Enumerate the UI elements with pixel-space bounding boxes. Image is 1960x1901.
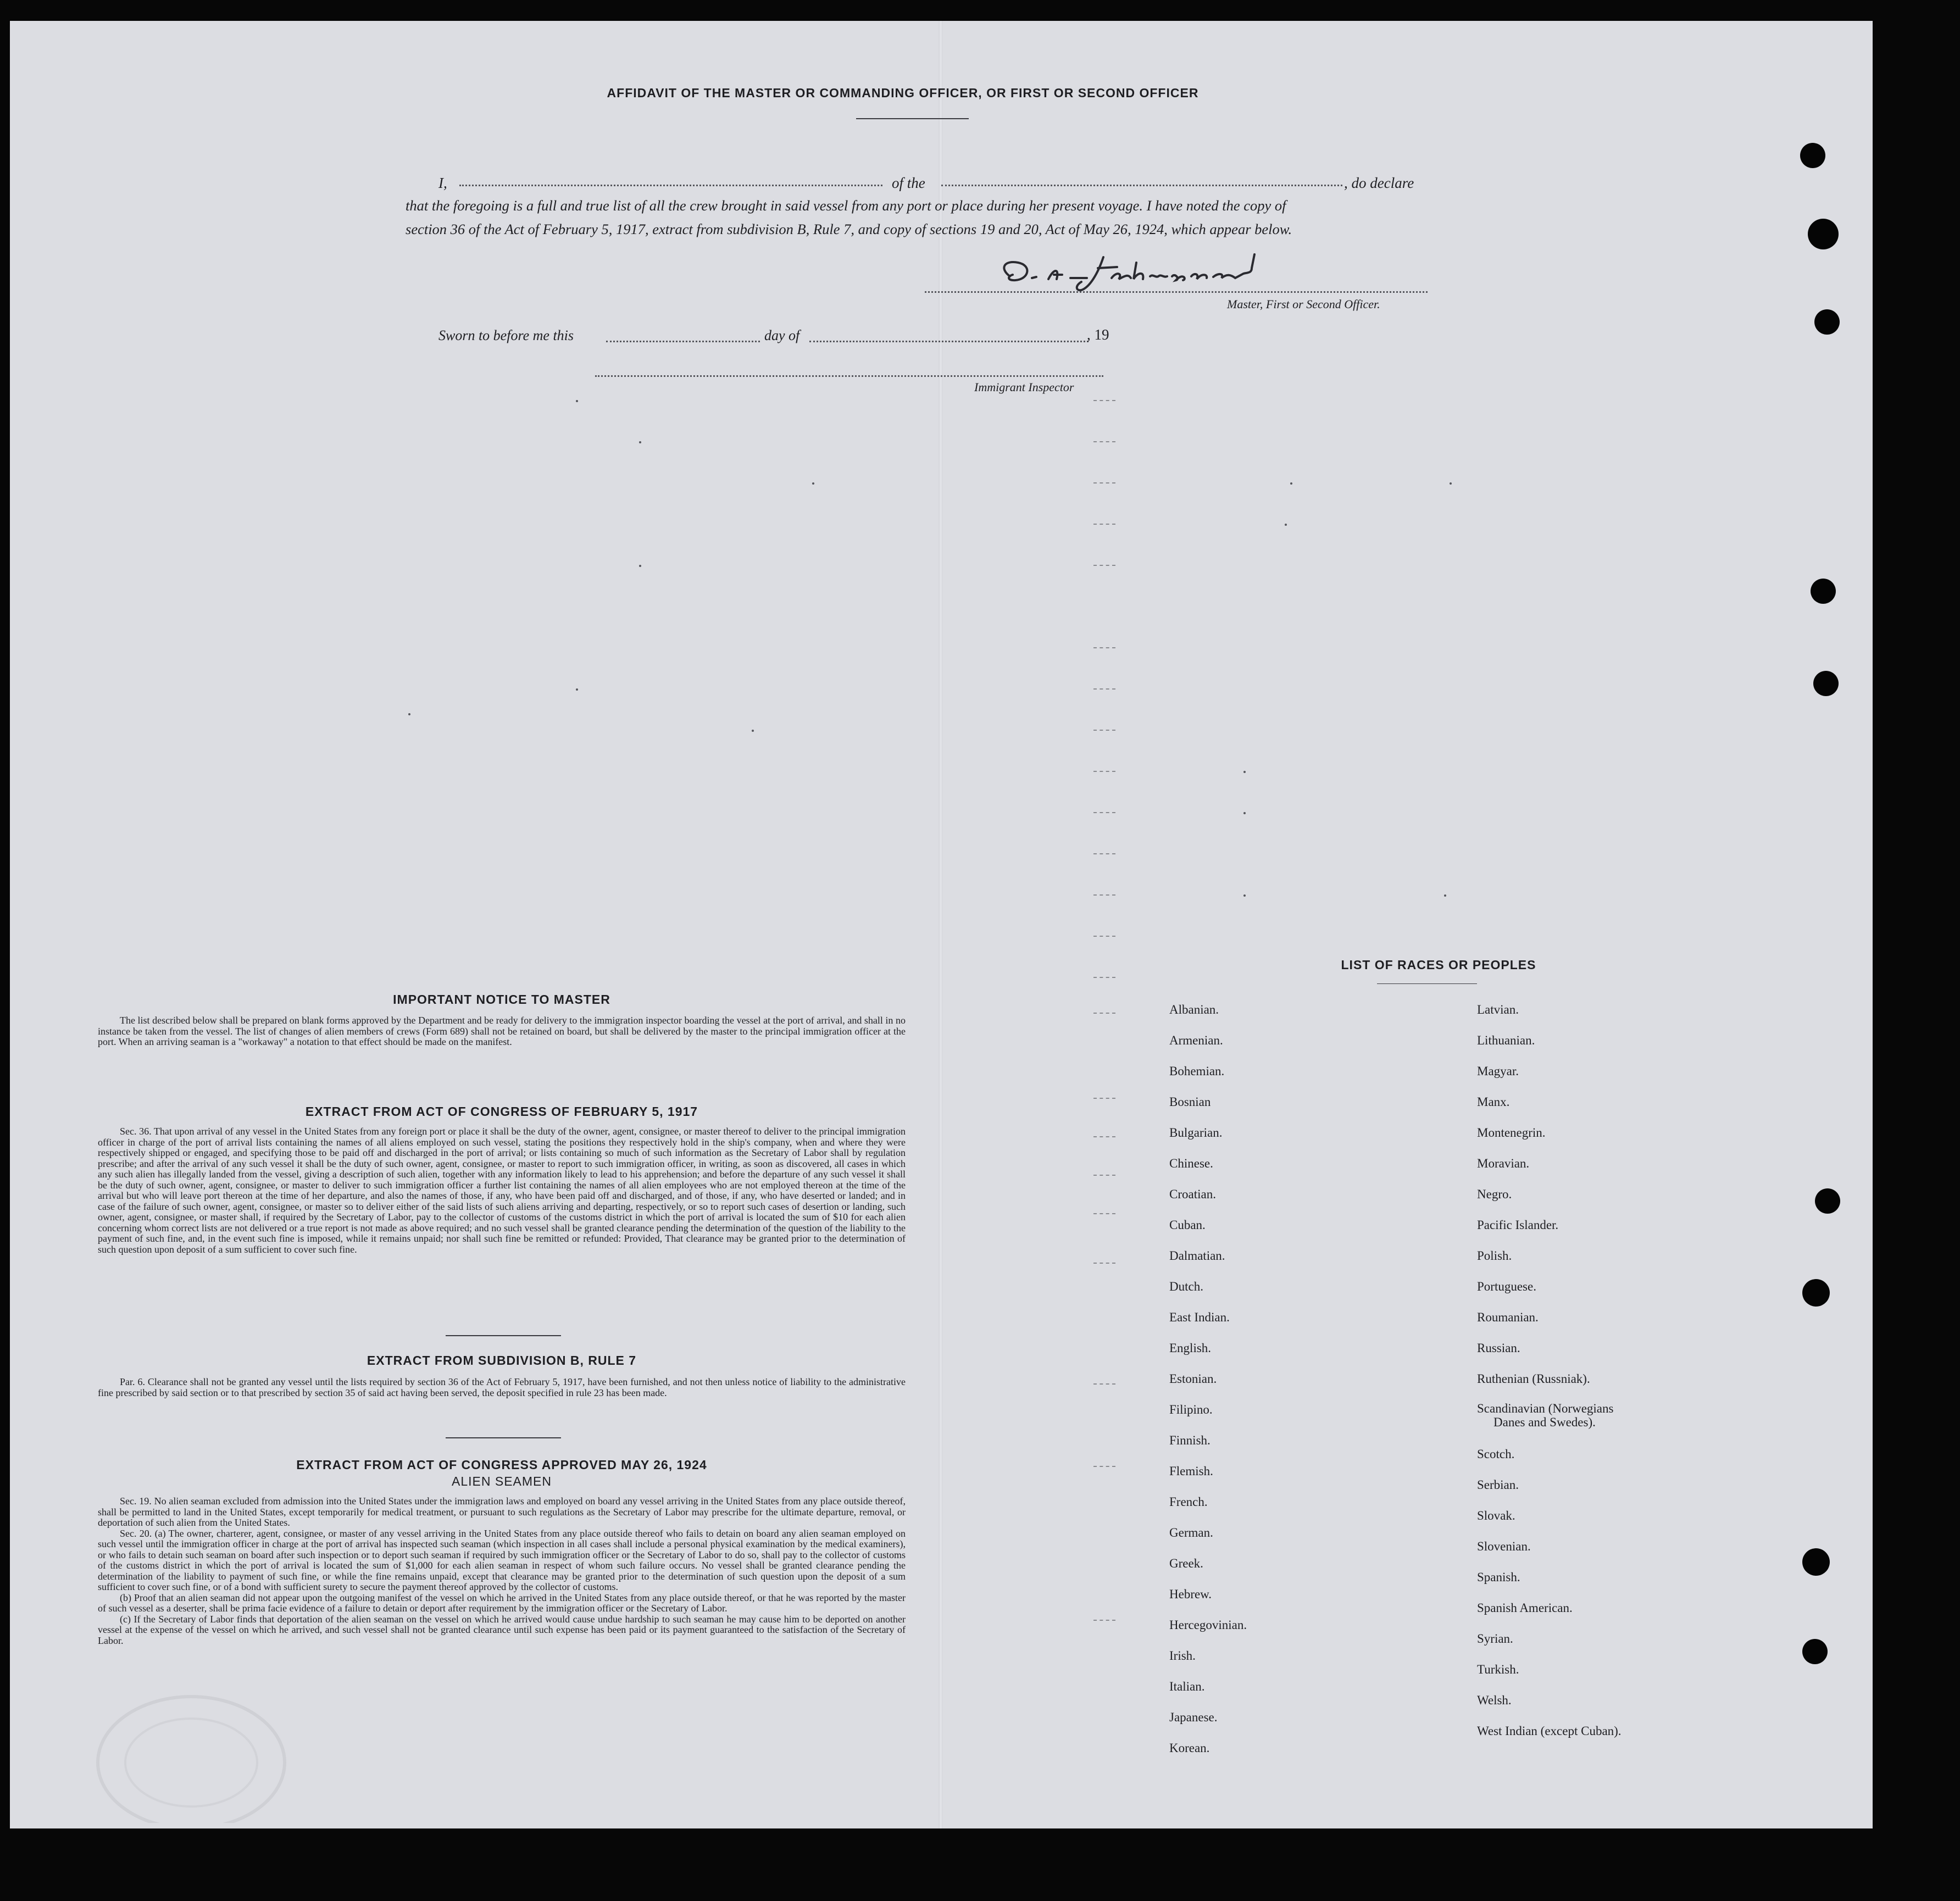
faint-speck bbox=[576, 400, 578, 402]
race-item: Moravian. bbox=[1477, 1157, 1530, 1170]
race-item: Japanese. bbox=[1169, 1710, 1218, 1724]
sec-19-text: Sec. 19. No alien seaman excluded from admission into the United States under the immigration laws and employed on board any vessel arriving in the United States from any place outside thereof, shall be permitted to land in the United States, except temporarily for medical treatment, or pursuant to such regulations as the Secretary of Labor may prescribe for the ultimate departure, removal, or deportation of such alien from the United States. bbox=[98, 1496, 906, 1528]
race-item: Dutch. bbox=[1169, 1280, 1203, 1293]
race-item: Croatian. bbox=[1169, 1187, 1216, 1201]
punch-hole bbox=[1802, 1279, 1830, 1307]
faint-speck bbox=[1243, 894, 1246, 897]
faint-mark bbox=[1093, 441, 1115, 442]
faint-mark bbox=[1093, 1098, 1115, 1099]
race-item: Hebrew. bbox=[1169, 1587, 1212, 1601]
name-blank[interactable] bbox=[459, 185, 882, 186]
affidavit-title: AFFIDAVIT OF THE MASTER OR COMMANDING OFFICER, OR FIRST OR SECOND OFFICER bbox=[607, 86, 1199, 100]
race-item: Manx. bbox=[1477, 1095, 1510, 1109]
race-item: Latvian. bbox=[1477, 1003, 1519, 1016]
declare-line-1 bbox=[438, 172, 1428, 194]
faint-speck bbox=[1444, 894, 1446, 897]
faint-speck bbox=[1243, 771, 1246, 773]
race-item: Ruthenian (Russniak). bbox=[1477, 1372, 1590, 1386]
race-item: Welsh. bbox=[1477, 1693, 1512, 1707]
punch-hole bbox=[1813, 671, 1839, 696]
race-item: Bulgarian. bbox=[1169, 1126, 1223, 1140]
race-item: Greek. bbox=[1169, 1557, 1203, 1570]
faint-mark bbox=[1093, 894, 1115, 896]
race-item: Bosnian bbox=[1169, 1095, 1211, 1109]
race-item: Finnish. bbox=[1169, 1433, 1211, 1447]
race-item: Turkish. bbox=[1477, 1663, 1519, 1676]
faint-mark bbox=[1093, 400, 1115, 401]
faint-mark bbox=[1093, 1213, 1115, 1214]
race-item: Scandinavian (Norwegians bbox=[1477, 1402, 1614, 1415]
extract-1924-subtitle: ALIEN SEAMEN bbox=[452, 1474, 552, 1488]
punch-hole bbox=[1815, 1188, 1840, 1214]
races-title: LIST OF RACES OR PEOPLES bbox=[1341, 958, 1536, 972]
sworn-text: Sworn to before me this bbox=[438, 327, 574, 343]
declare-of-the: of the bbox=[892, 175, 925, 191]
race-item: Syrian. bbox=[1477, 1632, 1513, 1646]
faint-speck bbox=[812, 482, 814, 485]
race-item: Polish. bbox=[1477, 1249, 1512, 1263]
notice-text: The list described below shall be prepared on blank forms approved by the Department and be ready for delivery to the immigration inspector boarding the vessel at the port of arrival, and shall in no instance be taken from the vessel. The list of changes of alien members of crews (Form 689) shall not be retained on board, but shall be delivered by the master to the principal immigration officer at the port. When an arriving seaman is a "workaway" a notation to that effect should be made on the manifest. bbox=[98, 1015, 906, 1047]
faint-mark bbox=[1093, 771, 1115, 772]
sec-20a-text: Sec. 20. (a) The owner, charterer, agent, consignee, or master of any vessel arriving in the United States from any place outside thereof who fails to detain on board any alien seaman employed on such vessel until the immigration officer in charge at the port of arrival has inspected such seaman (which inspection in all cases shall include a personal physical examination by the medical examiners), or who fails to detain such seaman on board after such inspection or to deport such seaman if required by such immigration officer or the Secretary of Labor to do so, shall pay to the collector of customs of the customs district in which the port of arrival is located the sum of $1,000 for each alien seaman in respect of whom such failure occurs. No vessel shall be granted clearance pending the determination of the liability to payment of such fine, or while the fine remains unpaid, except that clearance may be granted prior to the determination of such question upon the deposit of a sum sufficient to cover such fine, or of a bond with sufficient surety to secure the payment thereof approved by the collector of customs. bbox=[98, 1527, 906, 1592]
race-item: Cuban. bbox=[1169, 1218, 1206, 1232]
faint-speck bbox=[576, 688, 578, 691]
punch-hole bbox=[1802, 1639, 1828, 1664]
faint-mark bbox=[1093, 812, 1115, 813]
faint-mark bbox=[1093, 1383, 1115, 1385]
punch-hole bbox=[1800, 143, 1825, 168]
faint-mark bbox=[1093, 647, 1115, 648]
race-item: Chinese. bbox=[1169, 1157, 1213, 1170]
race-item: German. bbox=[1169, 1526, 1213, 1539]
race-item: Lithuanian. bbox=[1477, 1033, 1535, 1047]
race-item: English. bbox=[1169, 1341, 1212, 1355]
race-item: French. bbox=[1169, 1495, 1208, 1509]
race-item: Korean. bbox=[1169, 1741, 1210, 1755]
race-item: Spanish American. bbox=[1477, 1601, 1573, 1615]
races-title-rule bbox=[1377, 983, 1477, 984]
extract-1917-body bbox=[98, 1126, 906, 1255]
declare-i: I, bbox=[438, 175, 447, 191]
faint-mark bbox=[1093, 730, 1115, 731]
race-item: Slovak. bbox=[1477, 1509, 1515, 1522]
sworn-day-of: day of bbox=[764, 327, 800, 343]
faint-mark bbox=[1093, 1175, 1115, 1176]
race-item: Filipino. bbox=[1169, 1403, 1213, 1416]
par-6-text: Par. 6. Clearance shall not be granted any vessel until the lists required by section 36 of the Act of February 5, 1917, have been furnished, and not then unless notice of liability to the administrative fine prescribed by said section or to that prescribed by section 35 of said act having been served, the deposit specified in rule 23 has been made. bbox=[98, 1376, 906, 1398]
race-item: Pacific Islander. bbox=[1477, 1218, 1559, 1232]
faint-speck bbox=[752, 730, 754, 732]
race-item: Spanish. bbox=[1477, 1570, 1520, 1584]
race-item: East Indian. bbox=[1169, 1310, 1230, 1324]
notice-body bbox=[98, 1015, 906, 1048]
faint-mark bbox=[1093, 1263, 1115, 1264]
race-item: Roumanian. bbox=[1477, 1310, 1539, 1324]
faint-mark bbox=[1093, 482, 1115, 483]
faint-mark bbox=[1093, 936, 1115, 937]
race-item: Dalmatian. bbox=[1169, 1249, 1225, 1263]
affidavit-title-rule bbox=[856, 118, 969, 119]
section-rule bbox=[446, 1437, 561, 1438]
extract-rule7-title: EXTRACT FROM SUBDIVISION B, RULE 7 bbox=[367, 1353, 637, 1368]
sworn-month-blank[interactable] bbox=[809, 341, 1089, 342]
race-item: Montenegrin. bbox=[1477, 1126, 1546, 1140]
embossed-seal bbox=[92, 1691, 290, 1823]
extract-rule7-body bbox=[98, 1377, 906, 1398]
punch-hole bbox=[1808, 219, 1839, 249]
race-item: Hercegovinian. bbox=[1169, 1618, 1247, 1632]
faint-speck bbox=[408, 713, 410, 715]
race-item: Armenian. bbox=[1169, 1033, 1223, 1047]
extract-1924-body bbox=[98, 1496, 906, 1646]
faint-mark bbox=[1093, 1620, 1115, 1621]
punch-hole bbox=[1811, 579, 1836, 604]
section-rule bbox=[446, 1335, 561, 1336]
faint-mark bbox=[1093, 1466, 1115, 1467]
race-item: Serbian. bbox=[1477, 1478, 1519, 1492]
faint-mark bbox=[1093, 853, 1115, 854]
faint-speck bbox=[1243, 812, 1246, 814]
faint-speck bbox=[639, 441, 641, 443]
race-item: Albanian. bbox=[1169, 1003, 1219, 1016]
officer-signature bbox=[993, 246, 1279, 301]
race-item: Irish. bbox=[1169, 1649, 1196, 1663]
sec-20b-text: (b) Proof that an alien seaman did not appear upon the outgoing manifest of the vessel on which he arrived in the United States from any place outside thereof, or that he was reported by the master of such vessel as a deserter, shall be prima facie evidence of a failure to detain or deport after requirement by the immigration officer or the Secretary of Labor. bbox=[98, 1592, 906, 1614]
faint-speck bbox=[1285, 524, 1287, 526]
declare-line-3: section 36 of the Act of February 5, 1917, extract from subdivision B, Rule 7, and copy of sections 19 and 20, Act of May 26, 1924, which appear below. bbox=[406, 221, 1292, 237]
declare-line-2: that the foregoing is a full and true list of all the crew brought in said vessel from any port or place during her present voyage. I have noted the copy of bbox=[406, 197, 1286, 214]
inspector-signature-line[interactable] bbox=[595, 375, 1103, 377]
faint-mark bbox=[1093, 565, 1115, 566]
sec-20c-text: (c) If the Secretary of Labor finds that deportation of the alien seaman on the vessel on which he arrived would cause undue hardship to such seaman he may cause him to be deported on another vessel at the expense of the vessel on which he arrived, and such vessel shall not be granted clearance until such expense has been paid or its payment guaranteed to the satisfaction of the Secretary of Labor. bbox=[98, 1613, 906, 1646]
race-item: Flemish. bbox=[1169, 1464, 1213, 1478]
punch-hole bbox=[1802, 1548, 1830, 1576]
signature-caption: Master, First or Second Officer. bbox=[1227, 297, 1380, 311]
notice-title: IMPORTANT NOTICE TO MASTER bbox=[393, 992, 610, 1007]
declare-do-declare: , do declare bbox=[1344, 175, 1414, 191]
sworn-year: , 19 bbox=[1087, 326, 1109, 343]
sworn-day-blank[interactable] bbox=[606, 341, 760, 342]
faint-mark bbox=[1093, 1136, 1115, 1137]
race-item: Magyar. bbox=[1477, 1064, 1519, 1078]
faint-speck bbox=[1450, 482, 1452, 485]
faint-speck bbox=[1290, 482, 1292, 485]
inspector-caption: Immigrant Inspector bbox=[974, 380, 1074, 394]
document-sheet bbox=[10, 21, 1873, 1828]
vessel-blank[interactable] bbox=[941, 185, 1342, 186]
race-item: West Indian (except Cuban). bbox=[1477, 1724, 1622, 1738]
race-item: Italian. bbox=[1169, 1680, 1205, 1693]
faint-mark bbox=[1093, 688, 1115, 690]
faint-mark bbox=[1093, 524, 1115, 525]
race-item: Scotch. bbox=[1477, 1447, 1515, 1461]
faint-mark bbox=[1093, 977, 1115, 978]
race-item: Russian. bbox=[1477, 1341, 1520, 1355]
faint-speck bbox=[639, 565, 641, 567]
sec-36-text: Sec. 36. That upon arrival of any vessel in the United States from any foreign port or place it shall be the duty of the owner, agent, consignee, or master thereof to deliver to the principal immigration officer in charge of the port of arrival lists containing the names of all aliens employed on such vessel, stating the positions they respectively hold in the ship's company, when and where they were respectively shipped or engaged, and specifying those to be paid off and discharged in the port of arrival; or lists containing so much of such information as the Secretary of Labor shall by regulation prescribe; and after the arrival of any such vessel it shall be the duty of such owner, agent, consignee, or master to report to such immigration officer, in writing, as soon as discovered, all cases in which any such alien has illegally landed from the vessel, giving a description of such alien, together with any information likely to lead to his apprehension; and before the departure of any such vessel it shall be the duty of such owner, agent, consignee, or master to deliver to such immigration officer a further list containing the names of all alien employees who are not employed thereon at the time of the arrival but who will leave port thereon at the time of her departure, and also the names of those, if any, who have been paid off and discharged, and of those, if any, who have deserted or landed; and in case of the failure of such owner, agent, consignee, or master so to deliver either of the said lists of such aliens arriving and departing, respectively, or so to report such cases of desertion or landing, such owner, agent, consignee, or master shall, if required by the Secretary of Labor, pay to the collector of customs of the customs district in which the port of arrival is located the sum of $10 for each alien concerning whom correct lists are not delivered or a true report is not made as above required; and no such vessel shall be granted clearance pending the determination of the question of the liability to the payment of such fine, and, in the event such fine is imposed, while it remains unpaid; nor shall such fine be remitted or refunded: Provided, That clearance may be granted prior to the determination of such question upon deposit of a sum sufficient to cover such fine. bbox=[98, 1126, 906, 1255]
punch-hole bbox=[1814, 309, 1840, 335]
race-item: Negro. bbox=[1477, 1187, 1512, 1201]
race-item: Danes and Swedes). bbox=[1493, 1415, 1596, 1429]
race-item: Bohemian. bbox=[1169, 1064, 1225, 1078]
faint-mark bbox=[1093, 1013, 1115, 1014]
race-item: Slovenian. bbox=[1477, 1539, 1531, 1553]
extract-1917-title: EXTRACT FROM ACT OF CONGRESS OF FEBRUARY 5, 1917 bbox=[305, 1104, 698, 1119]
race-item: Estonian. bbox=[1169, 1372, 1217, 1386]
race-item: Portuguese. bbox=[1477, 1280, 1536, 1293]
extract-1924-title: EXTRACT FROM ACT OF CONGRESS APPROVED MAY 26, 1924 bbox=[296, 1458, 707, 1472]
